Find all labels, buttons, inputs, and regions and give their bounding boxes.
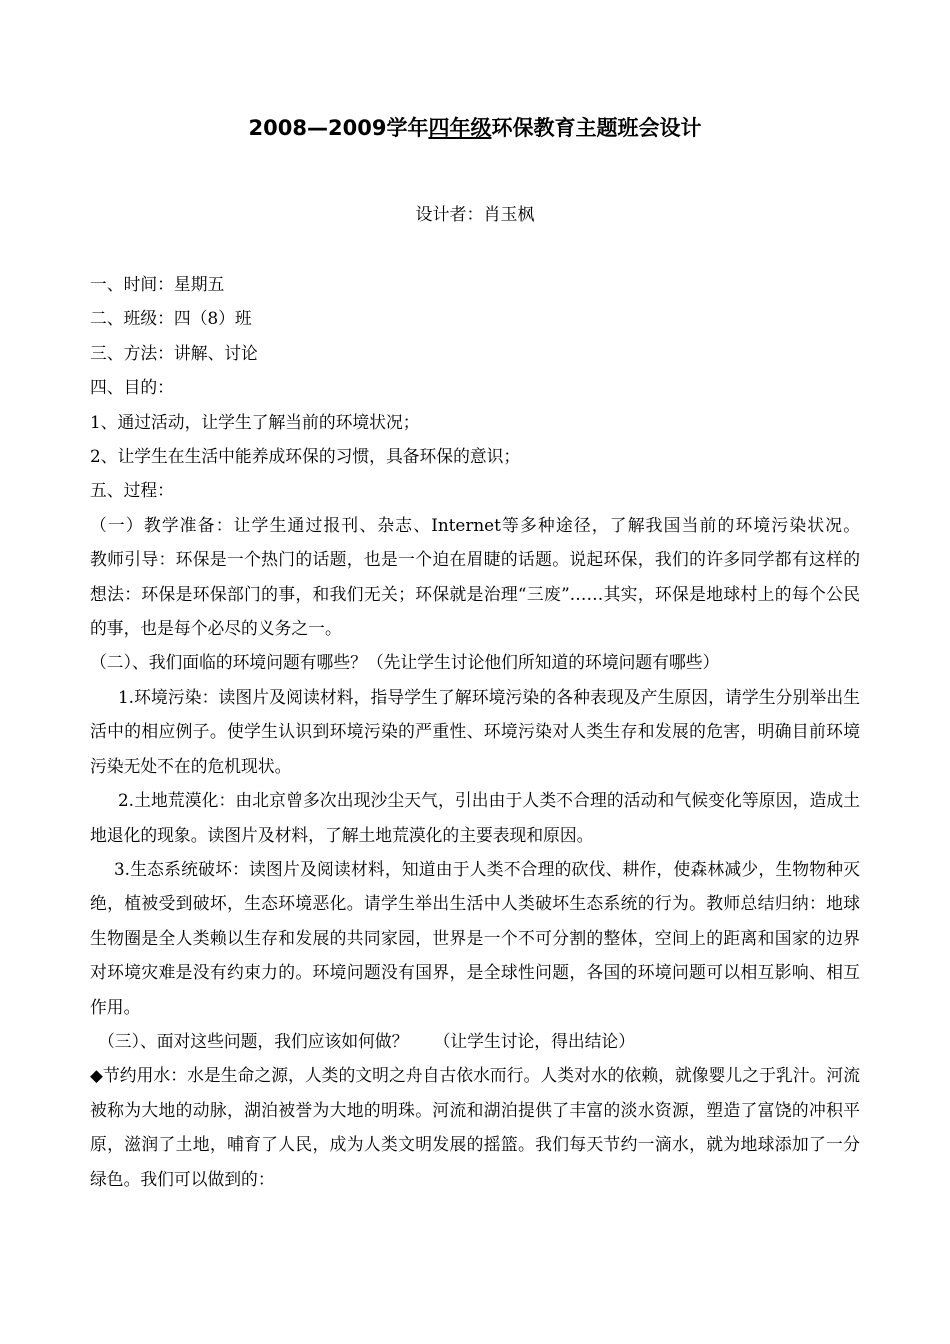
title-grade: 四年级 (428, 116, 492, 140)
purpose-item-2: 2、让学生在生活中能养成环保的习惯，具备环保的意识； (90, 446, 521, 467)
author-line: 设计者：肖玉枫 (415, 205, 535, 225)
pollution-paragraph: 1.环境污染：读图片及阅读材料，指导学生了解环境污染的各种表现及产生原因，请学生分别举出生活中的相应例子。使学生认识到环境污染的严重性、环境污染对人类生存和发展的危害，明确目前环境污染无处不在的危机现状。 (90, 686, 860, 776)
purpose-item-1: 1、通过活动，让学生了解当前的环境状况； (90, 411, 420, 432)
title-prefix: 2008—2009学年 (248, 116, 429, 140)
facing-heading: （三）、面对这些问题，我们应该如何做？ （让学生讨论，得出结论） (98, 1030, 635, 1051)
guidance-paragraph: 教师引导：环保是一个热门的话题，也是一个迫在眉睫的话题。说起环保，我们的许多同学都有这样的想法：环保是环保部门的事，和我们无关；环保就是治理“三废”……其实，环保是地球村上的每个公民的事，也是每个必尽的义务之一。 (90, 549, 860, 639)
document-title (0, 112, 950, 142)
water-paragraph: ◆节约用水：水是生命之源，人类的文明之舟自古依水而行。人类对水的依赖，就像婴儿之于乳汁。河流被称为大地的动脉，湖泊被誉为大地的明珠。河流和湖泊提供了丰富的淡水资源，塑造了富饶的冲积平原，滋润了土地，哺育了人民，成为人类文明发展的摇篮。我们每天节约一滴水，就为地球添加了一分绿色。我们可以做到的： (90, 1065, 860, 1189)
time-line: 一、时间：星期五 (90, 274, 225, 294)
process-heading: 五、过程： (90, 480, 174, 501)
desertification-paragraph: 2.土地荒漠化：由北京曾多次出现沙尘天气，引出由于人类不合理的活动和气候变化等原因，造成土地退化的现象。读图片及材料，了解土地荒漠化的主要表现和原因。 (90, 790, 860, 845)
preparation-paragraph: （一）教学准备：让学生通过报刊、杂志、Internet等多种途径，了解我国当前的环境污染状况。 (90, 514, 860, 535)
document-body (90, 267, 860, 1196)
title-suffix: 环保教育主题班会设计 (491, 116, 702, 140)
method-line: 三、方法：讲解、讨论 (90, 342, 258, 363)
ecosystem-paragraph: 3.生态系统破坏：读图片及阅读材料，知道由于人类不合理的砍伐、耕作，使森林减少，生物物种灭绝，植被受到破坏，生态环境恶化。请学生举出生活中人类破坏生态系统的行为。教师总结归纳：地球生物圈是全人类赖以生存和发展的共同家园，世界是一个不可分割的整体，空间上的距离和国家的边界对环境灾难是没有约束力的。环境问题没有国界，是全球性问题，各国的环境问题可以相互影响、相互作用。 (90, 858, 860, 1017)
class-line: 二、班级：四（8）班 (90, 308, 252, 329)
purpose-heading: 四、目的： (90, 377, 174, 398)
problems-heading: （二）、我们面临的环境问题有哪些？（先让学生讨论他们所知道的环境问题有哪些） (90, 652, 720, 673)
